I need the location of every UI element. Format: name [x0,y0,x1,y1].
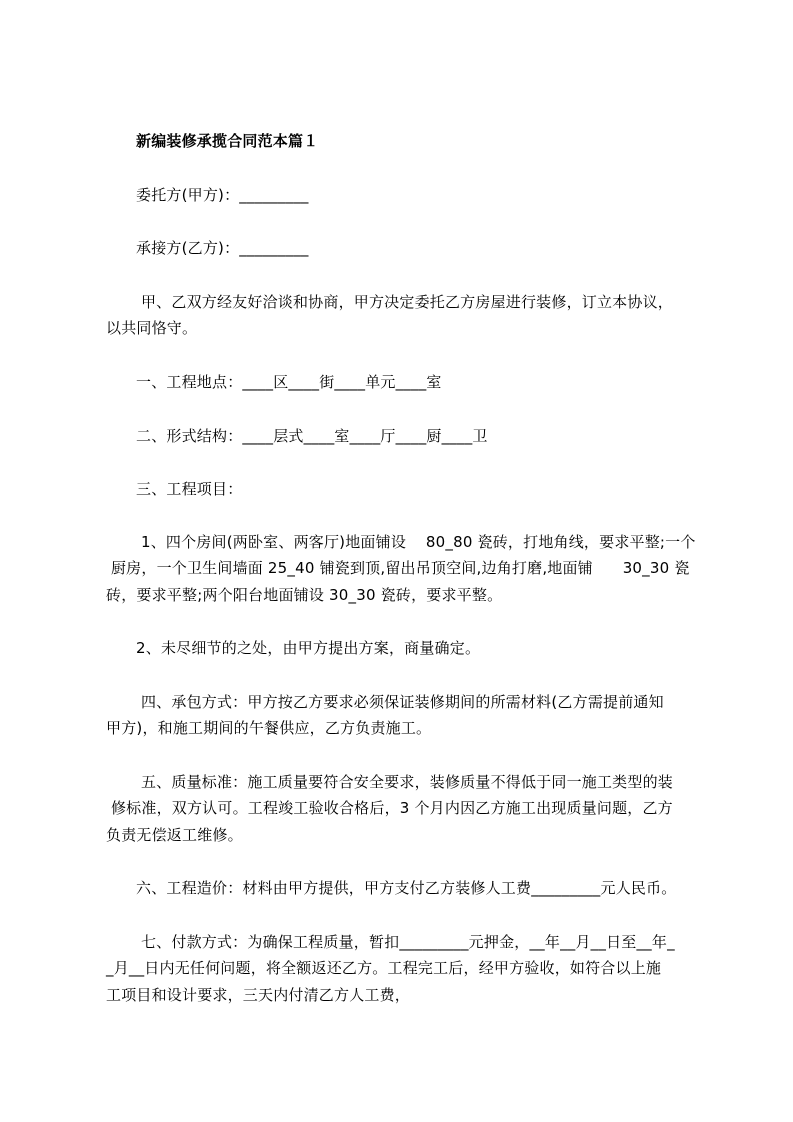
item-2: 2、未尽细节的之处，由甲方提出方案，商量确定。 [136,639,481,657]
client-field: 委托方(甲方)：_________ [136,186,309,204]
intro-paragraph-line-1: 甲、乙双方经友好洽谈和协商，甲方决定委托乙方房屋进行装修，订立本协议， [136,293,673,311]
item-1-line-3: 砖，要求平整;两个阳台地面铺设 30_30 瓷砖，要求平整。 [106,586,503,604]
clause-contract-method-line-1: 四、承包方式：甲方按乙方要求必须保证装修期间的所需材料(乙方需提前通知 [136,693,664,711]
item-1-line-1: 1、四个房间(两卧室、两客厅)地面铺设 80_80 瓷砖，打地角线，要求平整;一个 [136,533,696,551]
clause-quality-line-1: 五、质量标准：施工质量要符合安全要求，装修质量不得低于同一施工类型的装 [136,773,673,791]
clause-location: 一、工程地点：____区____街____单元____室 [136,373,442,391]
clause-contract-method-line-2: 甲方)，和施工期间的午餐供应，乙方负责施工。 [106,719,432,737]
item-1-line-2: 厨房，一个卫生间墙面 25_40 铺瓷到顶,留出吊顶空间,边角打磨,地面铺 30_30 瓷 [106,559,690,577]
clause-payment-line-2: _月__日内无任何问题，将全额返还乙方。工程完工后，经甲方验收，如符合以上施 [106,959,662,977]
clause-structure: 二、形式结构：____层式____室____厅____厨____卫 [136,427,488,445]
clause-quality-line-2: 修标准，双方认可。工程竣工验收合格后，3 个月内因乙方施工出现质量问题，乙方 [106,799,673,817]
contractor-field: 承接方(乙方)：_________ [136,239,309,257]
clause-quality-line-3: 负责无偿返工维修。 [106,826,243,844]
clause-payment-line-1: 七、付款方式：为确保工程质量，暂扣_________元押金，__年__月__日至__年_ [136,933,675,951]
clause-cost: 六、工程造价：材料由甲方提供，甲方支付乙方装修人工费_________元人民币。 [136,879,677,897]
clause-project-items: 三、工程项目： [136,480,243,498]
clause-payment-line-3: 工项目和设计要求，三天内付清乙方人工费， [106,986,411,1004]
intro-paragraph-line-2: 以共同恪守。 [106,319,198,337]
document-title: 新编装修承揽合同范本篇１ [136,132,319,150]
